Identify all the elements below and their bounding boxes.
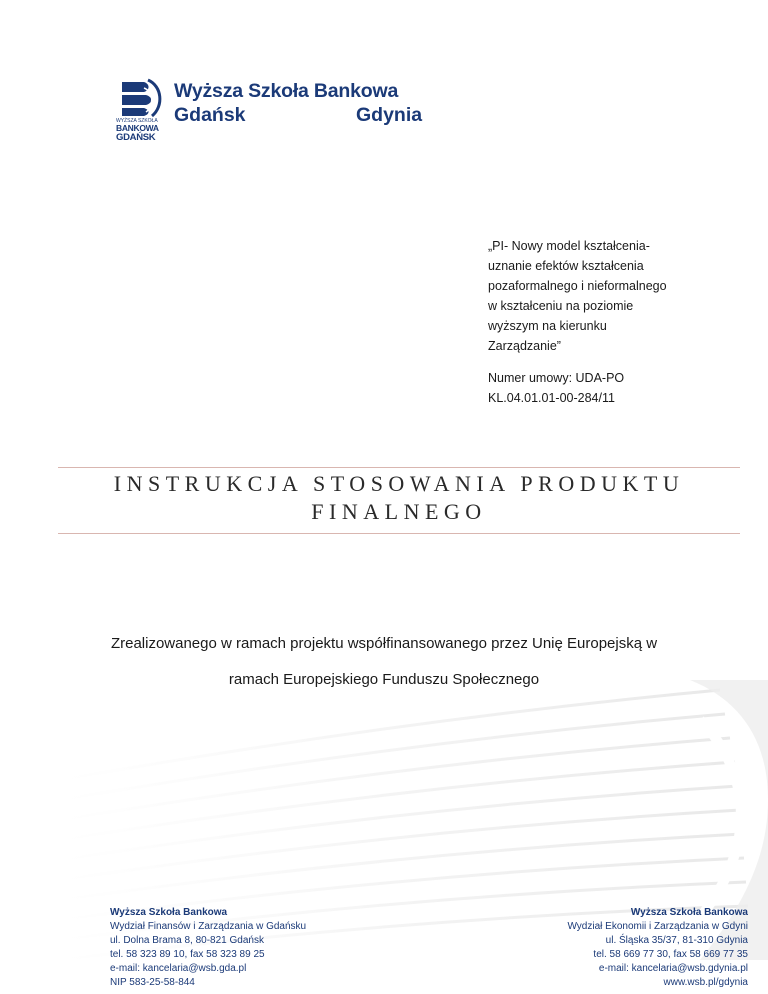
footer-line: ul. Dolna Brama 8, 80-821 Gdańsk [110,935,264,946]
footer-heading: Wyższa Szkoła Bankowa [630,907,748,918]
footer-line: tel. 58 669 77 30, fax 58 669 77 35 [593,949,748,960]
logo-emblem-line2: BANKOWA [116,123,159,133]
logo-emblem-line1: WYŻSZA SZKOŁA [116,118,158,124]
contract-line: Numer umowy: UDA-PO [488,371,625,385]
project-title [488,236,708,356]
document-title-line: FINALNEGO [311,499,487,524]
logo-emblem-text [116,118,170,143]
footer-gdansk [110,906,306,990]
project-title-line: pozaformalnego i nieformalnego [488,279,667,293]
title-rule-top [58,467,740,468]
footer-heading: Wyższa Szkoła Bankowa [110,907,228,918]
document-title [58,470,740,526]
footer-line: NIP 583-25-58-844 [110,977,195,988]
project-info [488,236,708,408]
subtitle-line: Zrealizowanego w ramach projektu współfinansowanego przez Unię Europejską w [110,635,658,652]
project-title-line: uznanie efektów kształcenia [488,259,644,273]
footer-email: e-mail: kancelaria@wsb.gdynia.pl [598,963,748,974]
school-logo [116,78,446,144]
footer-line: Wydział Finansów i Zarządzania w Gdańsku [110,921,307,932]
project-title-line: Zarządzanie” [488,339,561,353]
contract-line: KL.04.01.01-00-284/11 [488,391,615,405]
document-title-line: INSTRUKCJA STOSOWANIA PRODUKTU [113,471,685,496]
footer-email: e-mail: kancelaria@wsb.gda.pl [110,963,247,974]
logo-emblem-line3: GDAŃSK [116,132,156,143]
project-title-line: w kształceniu na poziomie [488,299,634,313]
project-title-line: wyższym na kierunku [488,319,607,333]
footer-website: www.wsb.pl/gdynia [663,977,748,988]
footer-line: tel. 58 323 89 10, fax 58 323 89 25 [110,949,265,960]
logo-city-gdynia: Gdynia [356,104,423,126]
title-rule-bottom [58,533,740,534]
footer-line: Wydział Ekonomii i Zarządzania w Gdyni [567,921,748,932]
subtitle-line: ramach Europejskiego Funduszu Społecznego [228,671,540,688]
project-title-line: „PI- Nowy model kształcenia- [488,239,650,253]
document-subtitle [40,626,728,698]
contract-number [488,368,708,408]
logo-city-gdansk: Gdańsk [174,104,246,126]
footer-gdynia [567,906,748,990]
footer-line: ul. Śląska 35/37, 81-310 Gdynia [605,935,748,946]
logo-school-name: Wyższa Szkoła Bankowa [174,80,399,102]
